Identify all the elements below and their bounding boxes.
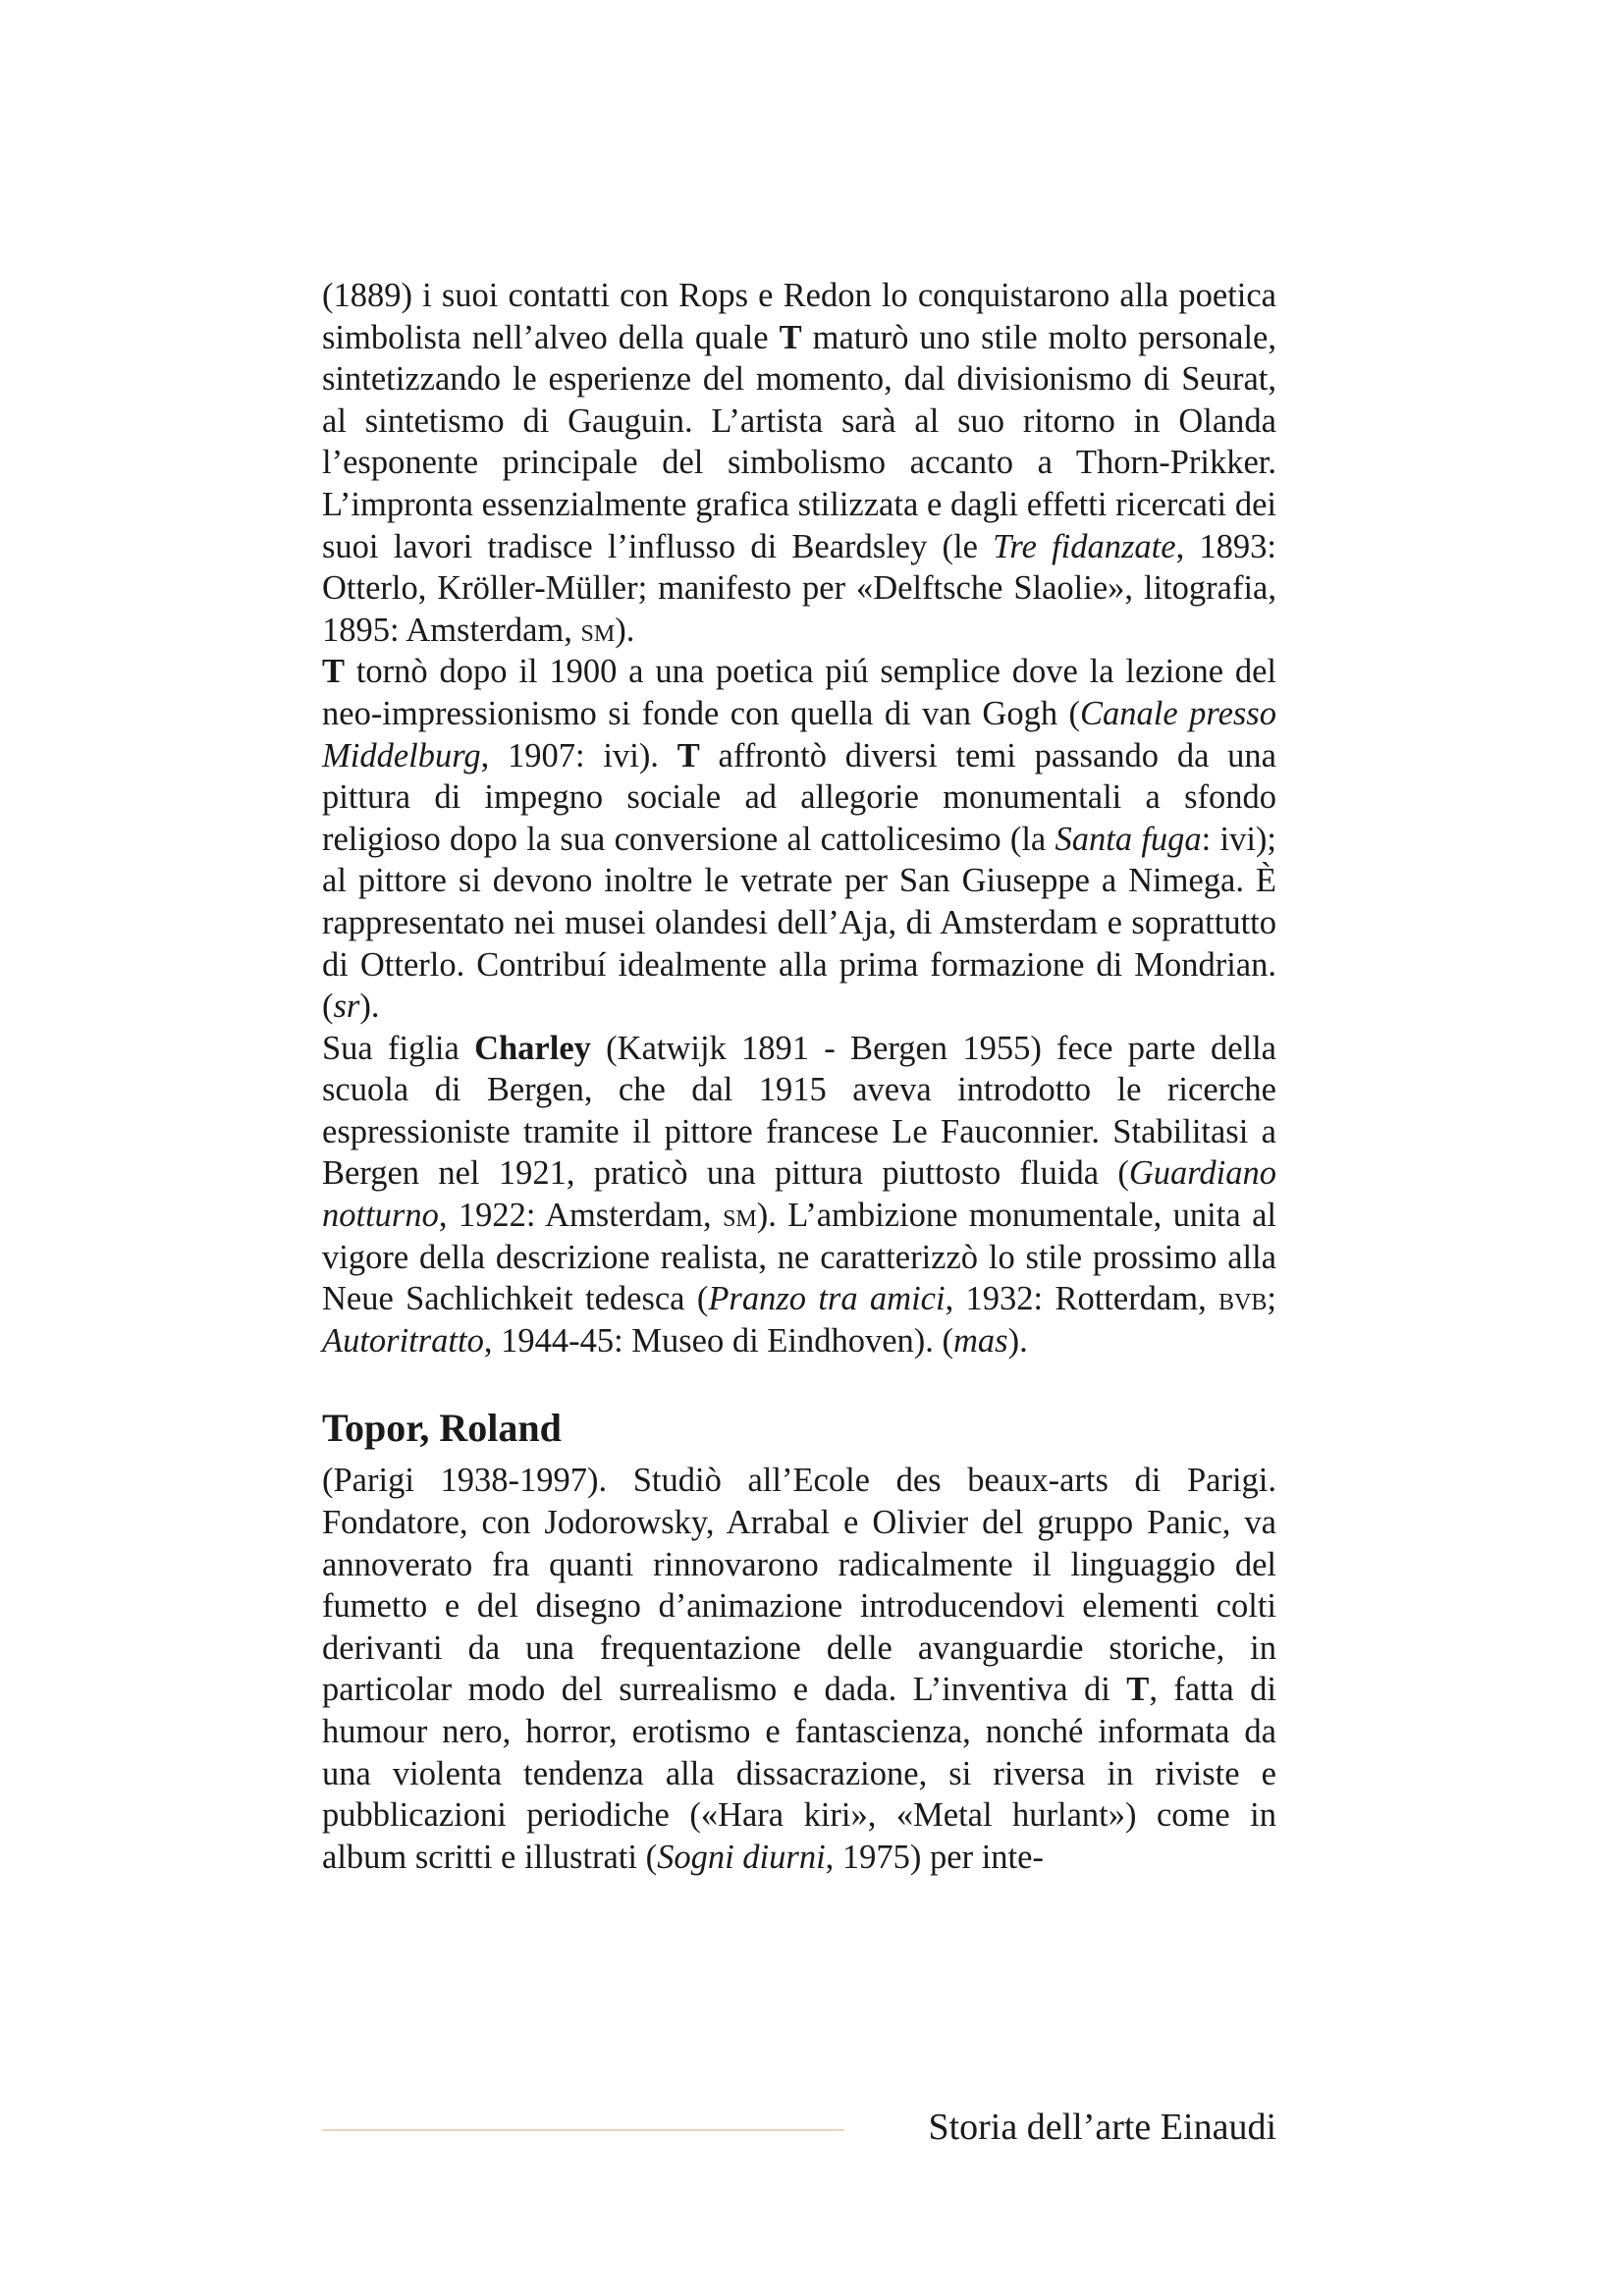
artwork-title: Sogni diurni (657, 1838, 826, 1876)
text-run: ). (359, 988, 380, 1026)
text-run: ; (1267, 1280, 1276, 1318)
bold-initial: T (322, 653, 346, 691)
artwork-title: Santa fuga (1055, 820, 1202, 858)
entry-heading: Topor, Roland (322, 1406, 562, 1451)
artwork-title: Guardiano notturno (322, 1154, 1276, 1235)
page-footer (322, 2104, 1276, 2153)
text-run: , 1907: ivi). (480, 736, 677, 774)
text-run: ). (615, 611, 635, 649)
paragraph-topor (322, 1460, 1276, 1878)
museum-abbreviation: bvb (1218, 1280, 1268, 1318)
text-run: : ivi); al pittore si devono inoltre le vetrate per San Giuseppe a Nimega. È rappresentato nei musei olandesi dell’Aja, di Amsterdam e soprattutto di Otterlo. Contribuí idealmente alla prima formazione di Mondrian. ( (322, 820, 1276, 1026)
footer-rule (322, 2129, 844, 2131)
paragraph-symbolism (322, 275, 1276, 651)
artwork-title: Tre fidanzate (993, 527, 1176, 565)
text-run: , 1893: Otterlo, Kröller-Müller; manifesto per «Delftsche Slaolie», litografia, 1895: Amsterdam, (322, 527, 1276, 649)
bold-initial: T (676, 736, 700, 774)
museum-abbreviation: sm (723, 1197, 757, 1235)
footer-title: Storia dell’arte Einaudi (928, 2107, 1276, 2148)
artwork-title: Pranzo tra amici (708, 1280, 946, 1318)
text-run: , 1944-45: Museo di Eindhoven). ( (483, 1321, 954, 1360)
text-run: ). L’ambizione monumentale, unita al vigore della descrizione realista, ne caratterizzò lo stile prossimo alla Neue Sachlichkeit tedesca ( (322, 1197, 1276, 1318)
text-run: tornò dopo il 1900 a una poetica piú semplice dove la lezione del neo-impressionismo si fonde con quella di van Gogh ( (322, 653, 1276, 732)
text-run: , fatta di humour nero, horror, erotismo e fantascienza, nonché informata da una violenta tendenza alla dissacrazione, si riversa in riviste e pubblicazioni periodiche («Hara kiri», «Metal hurlant») come in album scritti e illustrati ( (322, 1671, 1276, 1876)
text-run: (Katwijk 1891 - Bergen 1955) fece parte della scuola di Bergen, che dal 1915 aveva introdotto le ricerche espressioniste tramite il pittore francese Le Fauconnier. Stabilitasi a Bergen nel 1921, praticò una pittura piuttosto fluida ( (322, 1029, 1276, 1193)
text-run: , 1975) per inte- (825, 1838, 1044, 1876)
page-content (322, 275, 1276, 1878)
text-run: (Parigi 1938-1997). Studiò all’Ecole des beaux-arts di Parigi. Fondatore, con Jodorowsky, Arrabal e Olivier del gruppo Panic, va annoverato fra quanti rinnovarono radicalmente il linguaggio del fumetto e del disegno d’animazione introducendovi elementi colti derivanti da una frequentazione delle avanguardie storiche, in particolar modo del surrealismo e dada. L’inventiva di (322, 1462, 1276, 1709)
paragraph-charley (322, 1028, 1276, 1362)
artwork-title: Autoritratto (322, 1321, 484, 1360)
bold-initial: T (779, 318, 802, 356)
author-initials: mas (953, 1321, 1008, 1360)
text-run: , 1922: Amsterdam, (438, 1197, 724, 1235)
museum-abbreviation: sm (580, 611, 616, 649)
text-run: affrontò diversi temi passando da una pittura di impegno sociale ad allegorie monumentali a sfondo religioso dopo la sua conversione al cattolicesimo (la (322, 736, 1276, 858)
bold-initial: T (1126, 1671, 1150, 1709)
paragraph-after-1900 (322, 651, 1276, 1027)
author-initials: sr (333, 988, 360, 1026)
text-run: Sua figlia (322, 1029, 475, 1067)
bold-name: Charley (474, 1029, 591, 1067)
text-run: , 1932: Rotterdam, (945, 1280, 1219, 1318)
text-run: maturò uno stile molto personale, sintetizzando le esperienze del momento, dal divisionismo di Seurat, al sintetismo di Gauguin. L’artista sarà al suo ritorno in Olanda l’esponente principale del simbolismo accanto a Thorn-Prikker. L’impronta essenzialmente grafica stilizzata e dagli effetti ricercati dei suoi lavori tradisce l’influsso di Beardsley (le (322, 318, 1276, 565)
artwork-title: Canale presso Middelburg (322, 694, 1276, 774)
text-run: ). (1007, 1321, 1028, 1360)
text-run: (1889) i suoi contatti con Rops e Redon lo conquistarono alla poetica simbolista nell’alveo della quale (322, 277, 1276, 356)
